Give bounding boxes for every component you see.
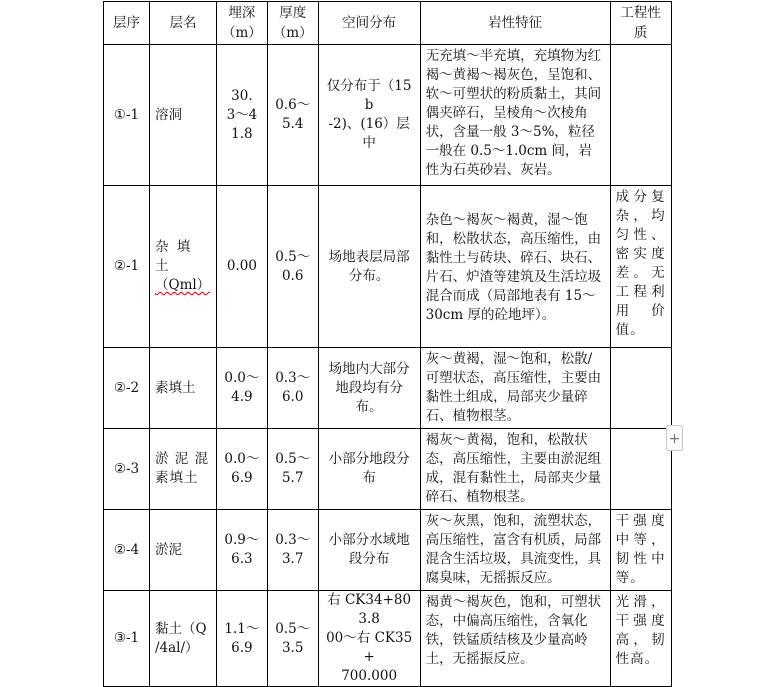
depth: 0.9～ 6.3 bbox=[217, 510, 268, 591]
distribution: 小部分地段分 布 bbox=[318, 429, 420, 510]
layer-no: ②-2 bbox=[104, 348, 150, 429]
features: 褐黄～褐灰色，饱和，可塑状态，中偏高压缩性，含氧化铁，铁锰质结核及少量高岭土，无摇振反应。 bbox=[420, 591, 610, 687]
layer-name bbox=[150, 186, 217, 348]
distribution: 仅分布于（15b -2)、(16）层中 bbox=[318, 45, 420, 186]
table-row bbox=[104, 510, 672, 591]
layer-no: ②-1 bbox=[104, 186, 150, 348]
features: 杂色～褐灰～褐黄，湿～饱和，松散状态，高压缩性，由黏性土与砖块、碎石、块石、片石、炉渣等建筑及生活垃圾混合而成（局部地表有 15～30cm 厚的砼地坪）。 bbox=[420, 186, 610, 348]
engineering: 光滑，干强度高，韧性高。 bbox=[610, 591, 671, 687]
layer-no: ①-1 bbox=[104, 45, 150, 186]
depth: 0.00 bbox=[217, 186, 268, 348]
distribution: 场地内大部分地段均有分布。 bbox=[318, 348, 420, 429]
header-row bbox=[104, 2, 672, 45]
layer-name: 黏土（Q /4al/） bbox=[150, 591, 217, 687]
depth: 0.0～ 4.9 bbox=[217, 348, 268, 429]
engineering bbox=[610, 45, 671, 186]
header-distribution: 空间分布 bbox=[318, 2, 420, 45]
plus-icon: + bbox=[668, 431, 681, 447]
thickness: 0.5～ 0.6 bbox=[267, 186, 318, 348]
expand-handle-button[interactable] bbox=[666, 425, 683, 451]
geology-table bbox=[103, 1, 672, 687]
table-row bbox=[104, 348, 672, 429]
features: 褐灰～黄褐，饱和，松散状态，高压缩性，主要由淤泥组成，混有黏性土，局部夹少量碎石、植物根茎。 bbox=[420, 429, 610, 510]
layer-no: ③-1 bbox=[104, 591, 150, 687]
header-depth: 埋深（m） bbox=[217, 2, 268, 45]
table-row bbox=[104, 429, 672, 510]
distribution: 右 CK34+803.8 00～右 CK35+ 700.000 bbox=[318, 591, 420, 687]
header-layer-no: 层序 bbox=[104, 2, 150, 45]
header-engineering: 工程性质 bbox=[610, 2, 671, 45]
layer-name-code: （Qml） bbox=[155, 277, 211, 293]
features: 灰～灰黑，饱和，流塑状态，高压缩性，富含有机质，局部混含生活垃圾，具流变性，具腐臭味，无摇振反应。 bbox=[420, 510, 610, 591]
thickness: 0.5～ 3.5 bbox=[267, 591, 318, 687]
layer-name: 淤 泥 混 素填土 bbox=[150, 429, 217, 510]
features: 无充填～半充填，充填物为红褐～黄褐～褐灰色，呈饱和、软～可塑状的粉质黏土，其间偶夹碎石，呈棱角～次棱角状，含量一般 3～5%，粒径一般在 0.5～1.0cm 间，岩性为石英砂岩、灰岩。 bbox=[420, 45, 610, 186]
table-row bbox=[104, 45, 672, 186]
thickness: 0.6～ 5.4 bbox=[267, 45, 318, 186]
layer-no: ②-3 bbox=[104, 429, 150, 510]
depth: 30. 3～4 1.8 bbox=[217, 45, 268, 186]
table-row bbox=[104, 591, 672, 687]
features: 灰～黄褐，湿～饱和，松散/可塑状态，高压缩性，主要由黏性土组成，局部夹少量碎石、植物根茎。 bbox=[420, 348, 610, 429]
thickness: 0.3～ 6.0 bbox=[267, 348, 318, 429]
depth: 0.0～ 6.9 bbox=[217, 429, 268, 510]
header-features: 岩性特征 bbox=[420, 2, 610, 45]
header-thickness: 厚度（m） bbox=[267, 2, 318, 45]
distribution: 小部分水域地 段分布 bbox=[318, 510, 420, 591]
layer-name-sub bbox=[155, 276, 211, 295]
layer-name-main: 杂 填 土 bbox=[155, 239, 193, 274]
table-row bbox=[104, 186, 672, 348]
header-layer-name: 层名 bbox=[150, 2, 217, 45]
thickness: 0.5～ 5.7 bbox=[267, 429, 318, 510]
thickness: 0.3～ 3.7 bbox=[267, 510, 318, 591]
engineering: 干强度中等，韧性中等。 bbox=[610, 510, 671, 591]
engineering bbox=[610, 348, 671, 429]
depth: 1.1～ 6.9 bbox=[217, 591, 268, 687]
engineering: 成分复杂，均匀性、密实度差。无工程利用 价值。 bbox=[610, 186, 671, 348]
distribution: 场地表层局部分布。 bbox=[318, 186, 420, 348]
layer-name: 淤泥 bbox=[150, 510, 217, 591]
engineering bbox=[610, 429, 671, 510]
layer-name: 溶洞 bbox=[150, 45, 217, 186]
layer-name: 素填土 bbox=[150, 348, 217, 429]
layer-no: ②-4 bbox=[104, 510, 150, 591]
